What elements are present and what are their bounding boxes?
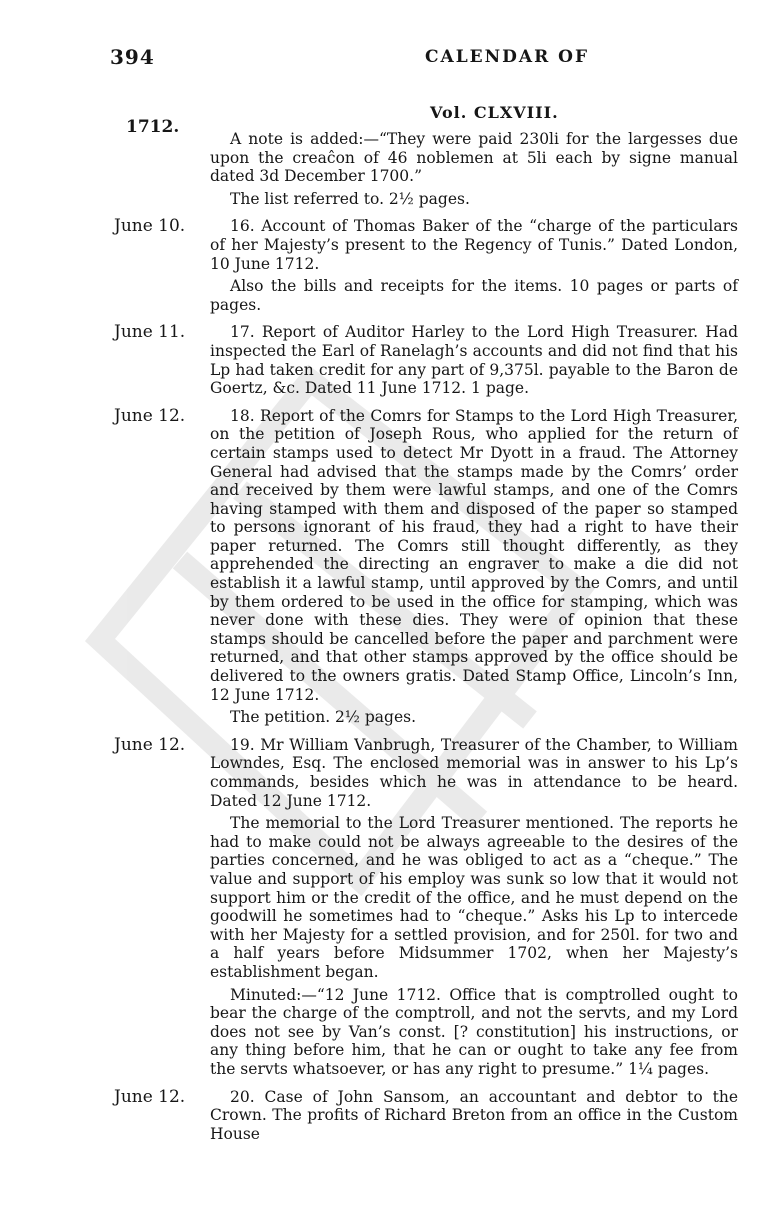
entry-19 — [114, 734, 738, 1079]
entry-date: June 11. — [114, 322, 186, 343]
entry-paragraph: The memorial to the Lord Treasurer mentioned. The reports he had to make could not be always agreeable to the desires of the parties concerned, and he was obliged to act as a “cheque.” The value and support of his employ was sunk so low that it would not support him or the credit of the office, and he must depend on the goodwill he sometimes had to “cheque.” Asks his Lp to intercede with her Majesty for a settled provision, and for 250l. for two and a half years before Midsummer 1702, when her Majesty’s establishment began. — [210, 814, 738, 981]
entry-continuation — [210, 130, 738, 208]
entry-paragraph: The petition. 2½ pages. — [230, 708, 417, 727]
entry-16 — [114, 216, 738, 314]
entry-date: June 12. — [114, 405, 186, 426]
margin-year: 1712. — [126, 117, 180, 137]
page-number: 394 — [110, 45, 155, 69]
entry-paragraph: 18. Report of the Comrs for Stamps to the Lord High Treasurer, on the petition of Joseph Rous, who applied for the return of certain stamps used to detect Mr Dyott in a fraud. The Attorney General had advised that the stamps made by the Comrs’ order and received by them were lawful stamps, and one of the Comrs having stamped with them and disposed of the paper so stamped to persons ignorant of his fraud, they had a right to have their paper returned. The Comrs still thought differently, as they apprehended the directing an engraver to make a die did not establish it a lawful stamp, until approved by the Comrs, and until by them ordered to be used in the office for stamping, which was never done with these dies. They were of opinion that these stamps should be cancelled before the paper and parchment were returned, and that other stamps approved by the office should be delivered to the owners gratis. Dated Stamp Office, Lincoln’s Inn, 12 June 1712. — [210, 406, 738, 704]
entry-paragraph: 20. Case of John Sansom, an accountant and debtor to the Crown. The profits of Richard Breton from an office in the Custom House — [210, 1087, 738, 1143]
running-title: CALENDAR OF — [425, 47, 590, 67]
entry-paragraph: 17. Report of Auditor Harley to the Lord High Treasurer. Had inspected the Earl of Ranelagh’s accounts and did not find that his Lp had taken credit for any part of 9,375l. payable to the Baron de Goertz, &c. Dated 11 June 1712. 1 page. — [210, 323, 738, 398]
volume-heading: Vol. CLXVIII. — [430, 103, 559, 122]
entry-date: June 12. — [114, 1086, 186, 1107]
entry-paragraph: 19. Mr William Vanbrugh, Treasurer of the Chamber, to William Lowndes, Esq. The enclosed memorial was in answer to his Lp’s commands, besides which he was in attendance to be heard. Dated 12 June 1712. — [210, 735, 738, 810]
entry-paragraph: Also the bills and receipts for the items. 10 pages or parts of pages. — [210, 277, 738, 314]
entry-date: June 10. — [114, 216, 186, 237]
entry-paragraph: 16. Account of Thomas Baker of the “charge of the particulars of her Majesty’s present to the Regency of Tunis.” Dated London, 10 June 1712. — [210, 217, 738, 273]
running-head — [110, 45, 730, 75]
entry-18 — [114, 405, 738, 727]
minute-paragraph: Minuted:—“12 June 1712. Office that is comptrolled ought to bear the charge of the comptroll, and not the servts, and my Lord does not see by Van’s const. [? constitution] his instructions, or any thing before him, that he can or ought to take any fee from the servts whatsoever, or has any right to presume.” 1¼ pages. — [210, 985, 738, 1078]
entry-paragraph: A note is added:—“They were paid 230li for the largesses due upon the creaĉon of 46 noblemen at 5li each by signe manual dated 3d December 1700.” — [210, 130, 738, 186]
entry-20 — [114, 1086, 738, 1144]
entry-date: June 12. — [114, 734, 186, 755]
entry-paragraph: The list referred to. 2½ pages. — [230, 189, 470, 208]
entry-17 — [114, 322, 738, 398]
calendar-entries — [114, 130, 738, 1152]
